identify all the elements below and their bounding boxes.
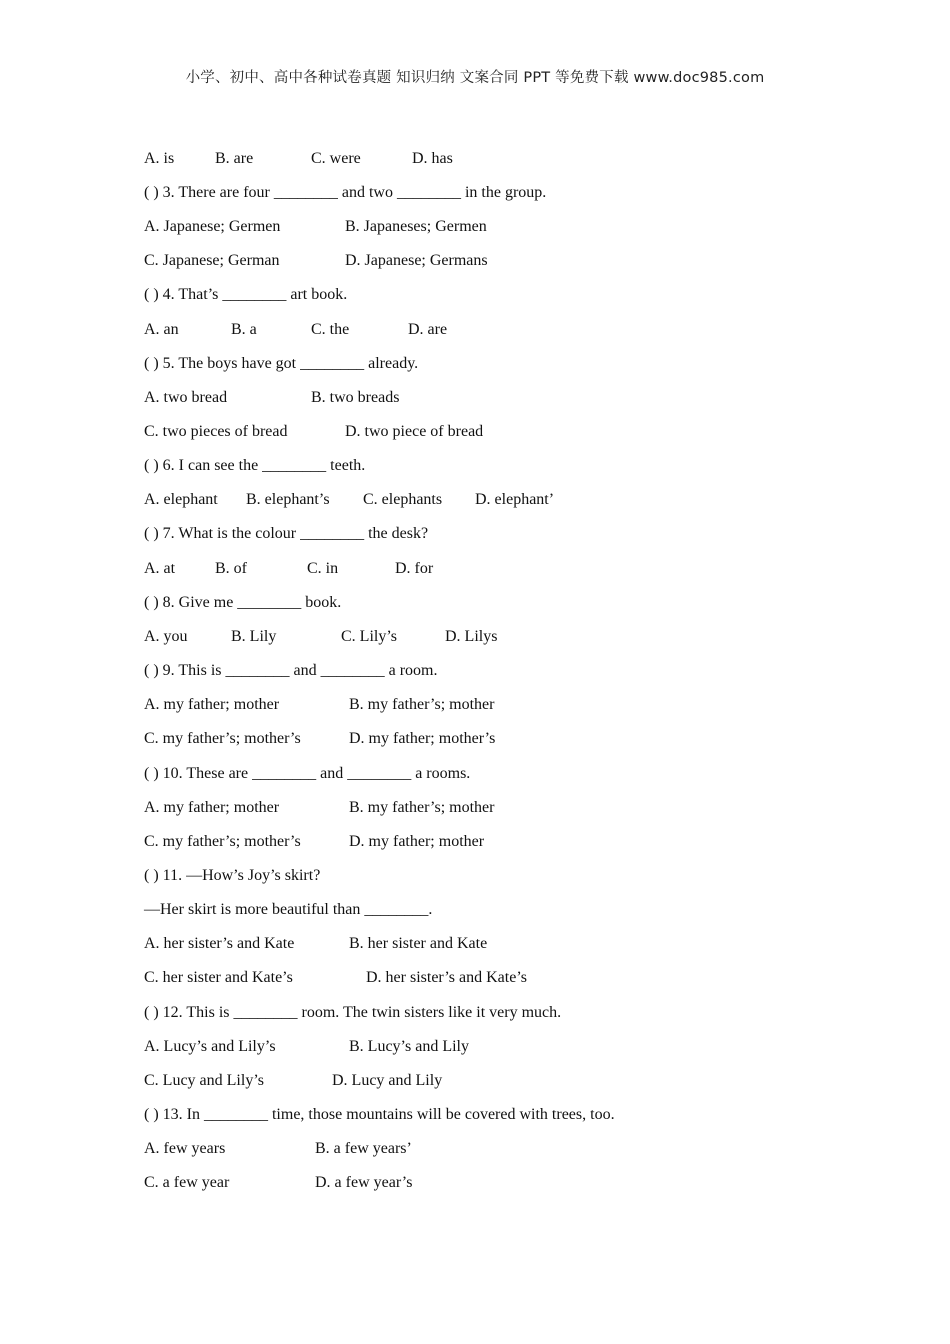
question-line: ( ) 8. Give me ________ book. [144,594,342,611]
answer-option: C. a few year [144,1174,230,1191]
answer-option: D. my father; mother’s [349,730,496,747]
answer-option: B. two breads [311,389,400,406]
answer-option: A. you [144,628,188,645]
answer-option: A. Lucy’s and Lily’s [144,1038,276,1055]
page-header: 小学、初中、高中各种试卷真题 知识归纳 文案合同 PPT 等免费下载 www.doc985.com [185,70,765,86]
answer-option: A. at [144,560,176,577]
answer-option: A. is [144,150,175,167]
answer-option: B. are [215,150,254,167]
answer-option: C. my father’s; mother’s [144,833,301,850]
answer-option: A. elephant [144,491,218,508]
answer-option: D. elephant’ [475,491,555,508]
question-line: ( ) 6. I can see the ________ teeth. [144,457,366,474]
answer-option: D. her sister’s and Kate’s [366,969,527,986]
question-line: ( ) 11. —How’s Joy’s skirt? [144,867,321,884]
answer-option: B. my father’s; mother [349,799,495,816]
answer-option: C. were [311,150,361,167]
question-line: ( ) 5. The boys have got ________ already. [144,355,419,372]
question-line: ( ) 13. In ________ time, those mountains will be covered with trees, too. [144,1106,615,1123]
answer-option: C. two pieces of bread [144,423,288,440]
question-line: ( ) 3. There are four ________ and two ________ in the group. [144,184,547,201]
answer-option: D. are [408,321,448,338]
answer-option: C. the [311,321,350,338]
answer-option: B. elephant’s [246,491,330,508]
answer-option: B. my father’s; mother [349,696,495,713]
answer-option: A. few years [144,1140,226,1157]
answer-option: C. in [307,560,339,577]
answer-option: B. her sister and Kate [349,935,488,952]
answer-option: D. Lucy and Lily [332,1072,443,1089]
question-line: ( ) 9. This is ________ and ________ a room. [144,662,438,679]
answer-option: C. Japanese; German [144,252,280,269]
answer-option: B. Lucy’s and Lily [349,1038,469,1055]
answer-option: A. my father; mother [144,799,280,816]
answer-option: D. a few year’s [315,1174,413,1191]
question-line: ( ) 7. What is the colour ________ the desk? [144,525,429,542]
answer-option: B. a few years’ [315,1140,412,1157]
answer-option: A. her sister’s and Kate [144,935,295,952]
answer-option: D. for [395,560,434,577]
answer-option: C. Lily’s [341,628,398,645]
answer-option: D. Japanese; Germans [345,252,488,269]
question-line: ( ) 12. This is ________ room. The twin sisters like it very much. [144,1004,562,1021]
answer-option: B. Lily [231,628,277,645]
answer-option: A. Japanese; Germen [144,218,281,235]
answer-option: A. an [144,321,179,338]
answer-option: B. Japaneses; Germen [345,218,487,235]
answer-option: C. my father’s; mother’s [144,730,301,747]
answer-option: B. a [231,321,257,338]
answer-option: A. two bread [144,389,228,406]
question-line: ( ) 10. These are ________ and ________ a rooms. [144,765,471,782]
answer-option: B. of [215,560,247,577]
answer-option: D. two piece of bread [345,423,484,440]
answer-option: C. Lucy and Lily’s [144,1072,264,1089]
question-line: —Her skirt is more beautiful than ________. [144,901,433,918]
answer-option: C. her sister and Kate’s [144,969,293,986]
answer-option: D. my father; mother [349,833,485,850]
answer-option: A. my father; mother [144,696,280,713]
answer-option: D. Lilys [445,628,498,645]
answer-option: D. has [412,150,453,167]
answer-option: C. elephants [363,491,443,508]
question-line: ( ) 4. That’s ________ art book. [144,286,348,303]
